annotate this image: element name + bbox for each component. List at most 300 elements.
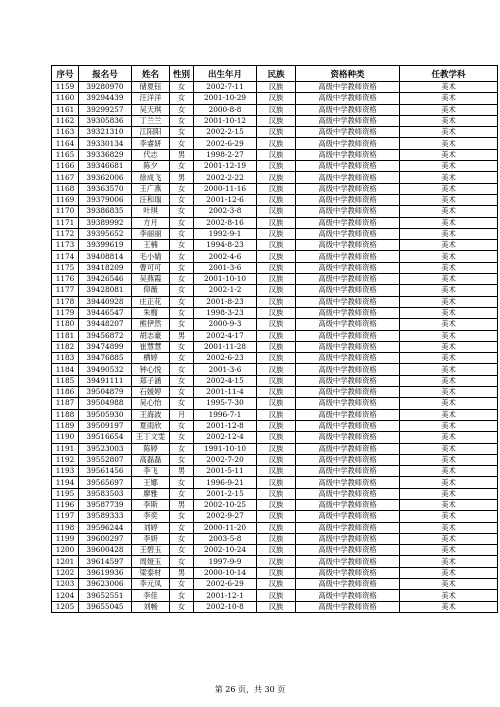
cell-birth: 2002-10-25 [194,499,257,510]
table-row [52,466,498,477]
cell-birth: 2002-4-17 [194,330,257,341]
cell-gender: 女 [170,488,194,499]
cell-name: 李斯 [132,499,170,510]
cell-seq: 1192 [52,454,79,465]
table-row [52,590,498,601]
table-row [52,511,498,522]
cell-name: 栖婷 [132,353,170,364]
cell-qualification: 高级中学教师资格 [296,511,400,522]
cell-qualification: 高级中学教师资格 [296,251,400,262]
header-qualification: 资格种类 [296,66,400,82]
cell-birth: 2001-8-23 [194,296,257,307]
cell-reg-no: 39600428 [79,545,132,556]
cell-qualification: 高级中学教师资格 [296,217,400,228]
cell-name: 王海波 [132,409,170,420]
cell-birth: 2002-7-11 [194,82,257,93]
cell-gender: 女 [170,364,194,375]
table-row [52,533,498,544]
cell-reg-no: 39600297 [79,533,132,544]
cell-gender: 女 [170,82,194,93]
cell-qualification: 高级中学教师资格 [296,104,400,115]
table-row [52,161,498,172]
cell-seq: 1161 [52,104,79,115]
cell-seq: 1175 [52,262,79,273]
cell-qualification: 高级中学教师资格 [296,409,400,420]
cell-ethnicity: 汉族 [257,330,296,341]
cell-seq: 1191 [52,443,79,454]
cell-ethnicity: 汉族 [257,206,296,217]
header-ethnicity: 民族 [257,66,296,82]
cell-subject: 美术 [400,533,498,544]
cell-birth: 2001-12-6 [194,194,257,205]
table-row [52,194,498,205]
cell-name: 陈夕 [132,161,170,172]
cell-qualification: 高级中学教师资格 [296,590,400,601]
cell-name: 丁兰兰 [132,115,170,126]
cell-birth: 2002-10-24 [194,545,257,556]
cell-birth: 2000-11-16 [194,183,257,194]
cell-name: 吴天琪 [132,104,170,115]
cell-birth: 1994-8-23 [194,240,257,251]
cell-seq: 1195 [52,488,79,499]
cell-reg-no: 39280970 [79,82,132,93]
cell-ethnicity: 汉族 [257,251,296,262]
cell-reg-no: 39509197 [79,420,132,431]
cell-qualification: 高级中学教师资格 [296,466,400,477]
cell-birth: 2001-12-1 [194,590,257,601]
cell-reg-no: 39440928 [79,296,132,307]
cell-name: 叶琪 [132,206,170,217]
table-row [52,488,498,499]
cell-birth: 1995-7-30 [194,398,257,409]
cell-qualification: 高级中学教师资格 [296,307,400,318]
table-row [52,364,498,375]
cell-gender: 女 [170,601,194,612]
cell-seq: 1205 [52,601,79,612]
cell-gender: 女 [170,387,194,398]
cell-ethnicity: 汉族 [257,161,296,172]
cell-name: 高磊磊 [132,454,170,465]
cell-ethnicity: 汉族 [257,409,296,420]
header-row [52,66,498,82]
table-row [52,409,498,420]
cell-qualification: 高级中学教师资格 [296,443,400,454]
cell-subject: 美术 [400,364,498,375]
cell-subject: 美术 [400,172,498,183]
cell-birth: 2001-10-10 [194,274,257,285]
cell-qualification: 高级中学教师资格 [296,601,400,612]
cell-seq: 1169 [52,194,79,205]
cell-reg-no: 39428081 [79,285,132,296]
cell-reg-no: 39476885 [79,353,132,364]
cell-subject: 美术 [400,115,498,126]
table-row [52,420,498,431]
cell-name: 李丽丽 [132,228,170,239]
cell-seq: 1172 [52,228,79,239]
cell-gender: 女 [170,217,194,228]
cell-seq: 1166 [52,161,79,172]
cell-reg-no: 39623006 [79,579,132,590]
cell-subject: 美术 [400,466,498,477]
cell-name: 王广燕 [132,183,170,194]
cell-subject: 美术 [400,375,498,386]
cell-ethnicity: 汉族 [257,149,296,160]
cell-qualification: 高级中学教师资格 [296,387,400,398]
cell-birth: 1998-3-23 [194,307,257,318]
cell-reg-no: 39652551 [79,590,132,601]
cell-name: 李佳 [132,590,170,601]
cell-qualification: 高级中学教师资格 [296,545,400,556]
cell-name: 钟心悦 [132,364,170,375]
table-row [52,341,498,352]
cell-name: 王丁文雯 [132,432,170,443]
cell-gender: 男 [170,172,194,183]
cell-ethnicity: 汉族 [257,466,296,477]
cell-name: 梁泰材 [132,567,170,578]
table-row [52,149,498,160]
cell-birth: 2002-2-22 [194,172,257,183]
table-row [52,296,498,307]
cell-ethnicity: 汉族 [257,601,296,612]
cell-qualification: 高级中学教师资格 [296,567,400,578]
cell-reg-no: 39587739 [79,499,132,510]
cell-ethnicity: 汉族 [257,262,296,273]
table-row [52,375,498,386]
cell-name: 储夏钰 [132,82,170,93]
cell-qualification: 高级中学教师资格 [296,579,400,590]
cell-birth: 2000-10-14 [194,567,257,578]
cell-seq: 1181 [52,330,79,341]
cell-birth: 2000-9-3 [194,319,257,330]
candidate-table [51,65,498,613]
cell-seq: 1196 [52,499,79,510]
cell-subject: 美术 [400,579,498,590]
cell-birth: 2001-12-19 [194,161,257,172]
cell-ethnicity: 汉族 [257,443,296,454]
cell-subject: 美术 [400,307,498,318]
cell-qualification: 高级中学教师资格 [296,375,400,386]
cell-qualification: 高级中学教师资格 [296,330,400,341]
cell-seq: 1162 [52,115,79,126]
cell-subject: 美术 [400,228,498,239]
cell-gender: 女 [170,206,194,217]
cell-reg-no: 39552807 [79,454,132,465]
table-row [52,240,498,251]
cell-subject: 美术 [400,545,498,556]
cell-ethnicity: 汉族 [257,364,296,375]
cell-gender: 女 [170,127,194,138]
cell-birth: 2002-6-29 [194,138,257,149]
cell-seq: 1160 [52,93,79,104]
table-row [52,206,498,217]
cell-birth: 2002-6-29 [194,579,257,590]
cell-gender: 女 [170,251,194,262]
table-row [52,262,498,273]
table-row [52,601,498,612]
cell-name: 熊伊然 [132,319,170,330]
cell-gender: 男 [170,466,194,477]
cell-gender: 女 [170,533,194,544]
cell-ethnicity: 汉族 [257,387,296,398]
cell-qualification: 高级中学教师资格 [296,454,400,465]
cell-gender: 女 [170,240,194,251]
cell-ethnicity: 汉族 [257,319,296,330]
cell-seq: 1164 [52,138,79,149]
cell-reg-no: 39596244 [79,522,132,533]
cell-gender: 女 [170,274,194,285]
cell-ethnicity: 汉族 [257,420,296,431]
cell-qualification: 高级中学教师资格 [296,183,400,194]
cell-birth: 1998-2-27 [194,149,257,160]
cell-ethnicity: 汉族 [257,82,296,93]
cell-qualification: 高级中学教师资格 [296,138,400,149]
table-row [52,104,498,115]
cell-reg-no: 39399619 [79,240,132,251]
cell-ethnicity: 汉族 [257,341,296,352]
cell-subject: 美术 [400,93,498,104]
cell-gender: 女 [170,104,194,115]
cell-name: 周娅玉 [132,556,170,567]
cell-qualification: 高级中学教师资格 [296,206,400,217]
cell-name: 徐成飞 [132,172,170,183]
cell-ethnicity: 汉族 [257,454,296,465]
cell-seq: 1176 [52,274,79,285]
cell-subject: 美术 [400,206,498,217]
cell-subject: 美术 [400,409,498,420]
cell-birth: 2000-11-20 [194,522,257,533]
table-row [52,127,498,138]
cell-birth: 1991-10-10 [194,443,257,454]
cell-seq: 1194 [52,477,79,488]
cell-gender: 女 [170,375,194,386]
cell-birth: 2002-9-27 [194,511,257,522]
cell-gender: 女 [170,432,194,443]
cell-reg-no: 39504988 [79,398,132,409]
cell-gender: 女 [170,511,194,522]
cell-qualification: 高级中学教师资格 [296,533,400,544]
cell-ethnicity: 汉族 [257,93,296,104]
cell-qualification: 高级中学教师资格 [296,172,400,183]
cell-subject: 美术 [400,82,498,93]
table-row [52,545,498,556]
cell-ethnicity: 汉族 [257,545,296,556]
cell-gender: 女 [170,194,194,205]
cell-subject: 美术 [400,149,498,160]
cell-name: 刘婷 [132,522,170,533]
cell-ethnicity: 汉族 [257,285,296,296]
cell-subject: 美术 [400,319,498,330]
cell-reg-no: 39655045 [79,601,132,612]
cell-subject: 美术 [400,499,498,510]
cell-gender: 女 [170,115,194,126]
cell-ethnicity: 汉族 [257,477,296,488]
header-birth: 出生年月 [194,66,257,82]
cell-birth: 2002-7-20 [194,454,257,465]
table-row [52,454,498,465]
cell-subject: 美术 [400,104,498,115]
cell-subject: 美术 [400,127,498,138]
cell-seq: 1199 [52,533,79,544]
cell-qualification: 高级中学教师资格 [296,296,400,307]
cell-gender: 月 [170,409,194,420]
cell-gender: 女 [170,296,194,307]
table-row [52,183,498,194]
cell-ethnicity: 汉族 [257,353,296,364]
cell-reg-no: 39395652 [79,228,132,239]
cell-reg-no: 39523003 [79,443,132,454]
table-row [52,353,498,364]
cell-subject: 美术 [400,443,498,454]
cell-birth: 2002-2-15 [194,127,257,138]
table-row [52,217,498,228]
cell-name: 石媛婷 [132,387,170,398]
cell-seq: 1159 [52,82,79,93]
cell-qualification: 高级中学教师资格 [296,522,400,533]
cell-ethnicity: 汉族 [257,172,296,183]
cell-birth: 2001-2-15 [194,488,257,499]
cell-reg-no: 39336829 [79,149,132,160]
cell-qualification: 高级中学教师资格 [296,127,400,138]
cell-reg-no: 39330134 [79,138,132,149]
cell-seq: 1198 [52,522,79,533]
cell-qualification: 高级中学教师资格 [296,432,400,443]
cell-qualification: 高级中学教师资格 [296,240,400,251]
cell-reg-no: 39456872 [79,330,132,341]
cell-qualification: 高级中学教师资格 [296,341,400,352]
cell-birth: 2002-10-8 [194,601,257,612]
cell-gender: 女 [170,522,194,533]
cell-seq: 1200 [52,545,79,556]
cell-birth: 2001-11-28 [194,341,257,352]
cell-qualification: 高级中学教师资格 [296,285,400,296]
cell-subject: 美术 [400,341,498,352]
cell-ethnicity: 汉族 [257,194,296,205]
header-subject: 任教学科 [400,66,498,82]
cell-ethnicity: 汉族 [257,579,296,590]
cell-gender: 女 [170,138,194,149]
cell-birth: 2001-10-12 [194,115,257,126]
cell-seq: 1185 [52,375,79,386]
table-row [52,567,498,578]
cell-seq: 1197 [52,511,79,522]
cell-reg-no: 39362006 [79,172,132,183]
cell-gender: 女 [170,319,194,330]
cell-birth: 2002-3-8 [194,206,257,217]
cell-birth: 2002-8-16 [194,217,257,228]
cell-reg-no: 39614597 [79,556,132,567]
cell-ethnicity: 汉族 [257,499,296,510]
cell-ethnicity: 汉族 [257,432,296,443]
cell-subject: 美术 [400,511,498,522]
cell-ethnicity: 汉族 [257,274,296,285]
cell-ethnicity: 汉族 [257,567,296,578]
cell-ethnicity: 汉族 [257,240,296,251]
cell-name: 李元凤 [132,579,170,590]
cell-reg-no: 39363570 [79,183,132,194]
cell-gender: 女 [170,307,194,318]
cell-gender: 女 [170,477,194,488]
cell-subject: 美术 [400,454,498,465]
cell-qualification: 高级中学教师资格 [296,353,400,364]
cell-birth: 2002-12-4 [194,432,257,443]
cell-gender: 女 [170,443,194,454]
cell-ethnicity: 汉族 [257,217,296,228]
cell-gender: 女 [170,579,194,590]
cell-seq: 1203 [52,579,79,590]
cell-reg-no: 39346681 [79,161,132,172]
cell-subject: 美术 [400,296,498,307]
cell-name: 方月 [132,217,170,228]
cell-birth: 2002-1-2 [194,285,257,296]
cell-seq: 1190 [52,432,79,443]
cell-subject: 美术 [400,217,498,228]
cell-subject: 美术 [400,590,498,601]
cell-ethnicity: 汉族 [257,138,296,149]
cell-seq: 1177 [52,285,79,296]
cell-subject: 美术 [400,262,498,273]
cell-qualification: 高级中学教师资格 [296,194,400,205]
cell-reg-no: 39299257 [79,104,132,115]
cell-reg-no: 39504879 [79,387,132,398]
table-row [52,285,498,296]
cell-reg-no: 39589333 [79,511,132,522]
cell-seq: 1170 [52,206,79,217]
cell-seq: 1183 [52,353,79,364]
cell-ethnicity: 汉族 [257,228,296,239]
cell-qualification: 高级中学教师资格 [296,319,400,330]
table-row [52,330,498,341]
cell-reg-no: 39490532 [79,364,132,375]
table-row [52,556,498,567]
cell-gender: 男 [170,567,194,578]
cell-subject: 美术 [400,522,498,533]
cell-qualification: 高级中学教师资格 [296,82,400,93]
cell-name: 毛小婧 [132,251,170,262]
cell-gender: 女 [170,353,194,364]
cell-birth: 2001-11-4 [194,387,257,398]
cell-name: 夏雨欣 [132,420,170,431]
cell-name: 汪洋洋 [132,93,170,104]
cell-seq: 1165 [52,149,79,160]
cell-ethnicity: 汉族 [257,522,296,533]
cell-subject: 美术 [400,138,498,149]
cell-reg-no: 39565697 [79,477,132,488]
cell-seq: 1202 [52,567,79,578]
cell-name: 汪和瑞 [132,194,170,205]
cell-qualification: 高级中学教师资格 [296,115,400,126]
cell-ethnicity: 汉族 [257,590,296,601]
cell-birth: 1996-7-1 [194,409,257,420]
cell-name: 吴心怡 [132,398,170,409]
cell-gender: 女 [170,341,194,352]
cell-ethnicity: 汉族 [257,296,296,307]
cell-reg-no: 39321310 [79,127,132,138]
cell-reg-no: 39446547 [79,307,132,318]
cell-name: 李睿妍 [132,138,170,149]
cell-name: 仰薇 [132,285,170,296]
cell-ethnicity: 汉族 [257,104,296,115]
cell-birth: 2003-5-8 [194,533,257,544]
cell-ethnicity: 汉族 [257,556,296,567]
cell-gender: 女 [170,93,194,104]
cell-reg-no: 39491111 [79,375,132,386]
table-row [52,172,498,183]
cell-ethnicity: 汉族 [257,307,296,318]
cell-qualification: 高级中学教师资格 [296,556,400,567]
cell-birth: 2001-3-6 [194,262,257,273]
cell-seq: 1182 [52,341,79,352]
cell-subject: 美术 [400,432,498,443]
